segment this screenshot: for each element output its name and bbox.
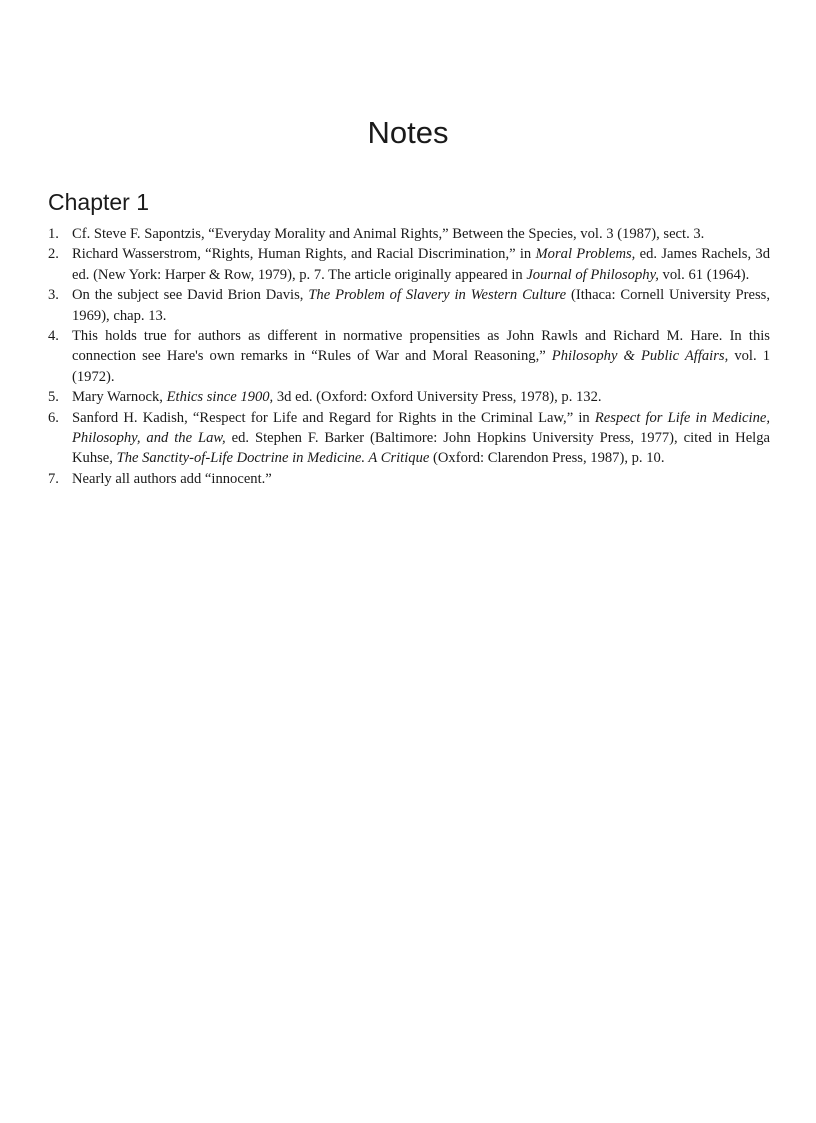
note-text-segment: (Oxford: Clarendon Press, 1987), p. 10. xyxy=(429,450,665,467)
note-number: 4. xyxy=(48,328,59,345)
note-item xyxy=(48,224,770,244)
note-text-segment: On the subject see David Brion Davis, xyxy=(72,287,309,304)
chapter-heading: Chapter 1 xyxy=(48,189,150,215)
note-text-segment: ed. Stephen F. Barker (Baltimore: John Hopkins University Press, 1977), cited in Helga Kuhse, xyxy=(72,430,770,467)
note-item xyxy=(48,387,770,407)
note-text-segment: Cf. Steve F. Sapontzis, “Everyday Morality and Animal Rights,” Between the Species, vol. 3 (1987), sect. 3. xyxy=(72,226,705,242)
note-italic-title: Moral Problems, xyxy=(535,246,636,263)
note-number: 2. xyxy=(48,246,59,263)
note-item xyxy=(48,469,770,489)
note-text-segment: Mary Warnock, xyxy=(72,389,167,406)
note-text-segment: Richard Wasserstrom, “Rights, Human Rights, and Racial Discrimination,” in xyxy=(72,246,536,263)
notes-list xyxy=(48,224,770,489)
note-text-segment: Nearly all authors add “innocent.” xyxy=(72,470,272,487)
note-number: 1. xyxy=(48,226,59,242)
note-number: 7. xyxy=(48,470,59,487)
note-text-segment: This holds true for authors as different in normative propensities as John Rawls and Richard M. Hare. In this connection see Hare's own remarks in “Rules of War and Moral Reasoning,” xyxy=(72,328,770,365)
note-text xyxy=(72,389,602,405)
note-text-segment: 3d ed. (Oxford: Oxford University Press, 1978), p. 132. xyxy=(273,389,602,406)
note-text xyxy=(72,246,770,282)
note-text-segment: (Ithaca: Cornell University Press, 1969), chap. 13. xyxy=(72,287,770,324)
note-italic-title: Philosophy & Public Affairs, xyxy=(551,348,729,365)
note-number: 6. xyxy=(48,409,59,426)
note-text-segment: vol. 61 (1964). xyxy=(658,266,750,283)
note-item xyxy=(48,408,770,469)
note-item xyxy=(48,326,770,387)
note-number: 5. xyxy=(48,389,59,406)
note-text xyxy=(72,226,704,242)
note-italic-title: Journal of Philosophy, xyxy=(526,266,659,283)
note-text-segment: Sanford H. Kadish, “Respect for Life and Regard for Rights in the Criminal Law,” in xyxy=(72,409,595,426)
note-italic-title: Ethics since 1900, xyxy=(166,389,274,406)
note-italic-title: The Problem of Slavery in Western Culture xyxy=(308,287,567,304)
note-italic-title: The Sanctity-of-Life Doctrine in Medicine. A Critique xyxy=(116,450,430,467)
note-italic-title: Respect for Life in Medicine, Philosophy, and the Law, xyxy=(72,409,770,447)
note-item xyxy=(48,244,770,285)
note-number: 3. xyxy=(48,287,59,304)
page-title: Notes xyxy=(367,115,449,150)
note-text xyxy=(72,410,770,467)
note-text xyxy=(72,328,770,385)
note-text-segment: ed. James Rachels, 3d ed. (New York: Harper & Row, 1979), p. 7. The article originally appeared in xyxy=(72,246,771,283)
note-text xyxy=(72,287,770,323)
note-text-segment: vol. 1 (1972). xyxy=(72,348,770,385)
note-item xyxy=(48,285,770,326)
note-text xyxy=(72,471,272,487)
